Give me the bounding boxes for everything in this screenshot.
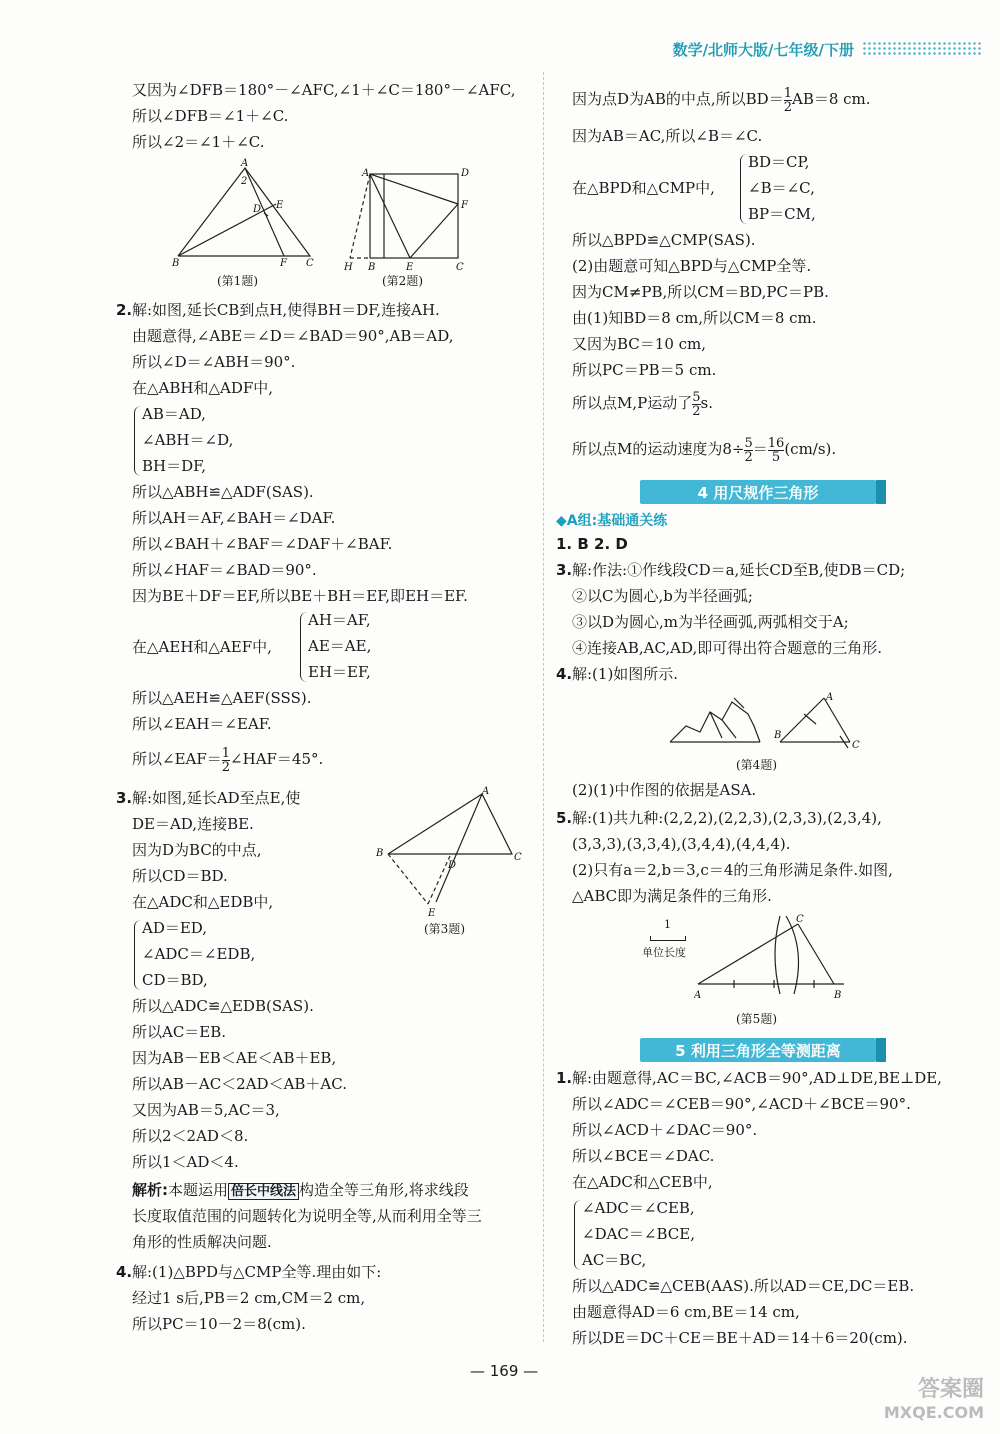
brace bbox=[574, 1200, 581, 1270]
text-line bbox=[572, 434, 836, 464]
fig3-label-D: D bbox=[448, 860, 457, 871]
fraction bbox=[222, 747, 230, 774]
figure-5-diagram bbox=[694, 914, 854, 1000]
fraction-denominator: 2 bbox=[692, 403, 701, 419]
figure-2-diagram bbox=[340, 164, 470, 272]
fig4-label-A: A bbox=[826, 692, 834, 703]
fig3-label-C: C bbox=[514, 852, 522, 863]
brace bbox=[134, 920, 141, 990]
text-line: 所以DE＝DC＋CE＝BE＋AD＝14＋6＝20(cm). bbox=[572, 1329, 908, 1347]
fig1-label-A: A bbox=[241, 158, 249, 169]
text-line: 因为AB＝AC,所以∠B＝∠C. bbox=[572, 127, 763, 145]
question-4-number: 4. bbox=[116, 1263, 133, 1281]
text-line: 所以∠D＝∠ABH＝90°. bbox=[132, 353, 296, 371]
method-highlight: 倍长中线法 bbox=[228, 1183, 299, 1200]
text-line: BD＝CP, bbox=[748, 153, 810, 171]
analysis-label: 解析: bbox=[132, 1181, 168, 1199]
text-line: ②以C为圆心,b为半径画弧; bbox=[572, 587, 753, 605]
section-heading-5: 5 利用三角形全等测距离 bbox=[640, 1038, 876, 1062]
fig2-label-F: F bbox=[461, 200, 468, 211]
text-line: 所以∠EAH＝∠EAF. bbox=[132, 715, 272, 733]
figure-3-caption: (第3题) bbox=[424, 922, 465, 936]
text-line: (3,3,3),(3,3,4),(3,4,4),(4,4,4). bbox=[572, 835, 791, 853]
text-line: 所以△ADC≌△CEB(AAS).所以AD＝CE,DC＝EB. bbox=[572, 1277, 915, 1295]
text-line: 因为D为BC的中点, bbox=[132, 841, 262, 859]
fig2-label-C: C bbox=[456, 262, 464, 272]
text-line: 所以AC＝EB. bbox=[132, 1023, 227, 1041]
brace bbox=[740, 154, 747, 224]
fraction-denominator: 5 bbox=[768, 450, 785, 464]
text-line: 在△BPD和△CMP中, bbox=[572, 179, 715, 197]
text-span: ∠HAF＝45°. bbox=[230, 750, 324, 768]
answer-5-number: 5. bbox=[556, 809, 573, 827]
text-line: 在△AEH和△AEF中, bbox=[132, 638, 272, 656]
text-line: AC＝BC, bbox=[582, 1251, 647, 1269]
text-line: △ABC即为满足条件的三角形. bbox=[572, 887, 772, 905]
fraction bbox=[744, 437, 752, 464]
text-line: 经过1 s后,PB＝2 cm,CM＝2 cm, bbox=[132, 1289, 366, 1307]
text-line: 所以CD＝BD. bbox=[132, 867, 228, 885]
fig1-label-F: F bbox=[280, 258, 287, 268]
text-line bbox=[572, 84, 871, 114]
figure-4-diagram bbox=[664, 690, 874, 752]
text-line: AH＝AF, bbox=[308, 611, 371, 629]
fraction bbox=[784, 87, 792, 114]
text-line: 所以∠ADC＝∠CEB＝90°,∠ACD＋∠BCE＝90°. bbox=[572, 1095, 911, 1113]
text-line: (2)(1)中作图的依据是ASA. bbox=[572, 781, 757, 799]
figure-3-diagram bbox=[376, 784, 536, 916]
text-line: 所以∠HAF＝∠BAD＝90°. bbox=[132, 561, 317, 579]
text-line: EH＝EF, bbox=[308, 663, 371, 681]
text-line: 所以∠BAH＋∠BAF＝∠DAF＋∠BAF. bbox=[132, 535, 393, 553]
page-number: — 169 — bbox=[470, 1362, 539, 1380]
text-span: 所以点M,P运动了 bbox=[572, 394, 693, 412]
section-heading-4: 4 用尺规作三角形 bbox=[640, 480, 876, 504]
text-line: 因为CM≠PB,所以CM＝BD,PC＝PB. bbox=[572, 283, 829, 301]
text-span: 因为点D为AB的中点,所以BD＝ bbox=[572, 90, 784, 108]
fraction-numerator: 5 bbox=[744, 435, 753, 451]
figure-1-caption: (第1题) bbox=[217, 274, 258, 288]
text-line bbox=[572, 388, 713, 418]
text-line: 所以∠DFB＝∠1＋∠C. bbox=[132, 107, 289, 125]
fig5-label-C: C bbox=[796, 914, 804, 925]
text-line: 又因为∠DFB＝180°－∠AFC,∠1＋∠C＝180°－∠AFC, bbox=[132, 81, 516, 99]
text-line: 所以1＜AD＜4. bbox=[132, 1153, 239, 1171]
fraction-denominator: 2 bbox=[744, 449, 753, 465]
text-line: 解:如图,延长AD至点E,使 bbox=[132, 789, 301, 807]
fig4-label-B: B bbox=[774, 730, 782, 741]
text-line: 解:(1)如图所示. bbox=[572, 665, 679, 683]
text-line: BH＝DF, bbox=[142, 457, 206, 475]
text-line: 所以PC＝PB＝5 cm. bbox=[572, 361, 717, 379]
fraction-numerator: 16 bbox=[767, 435, 785, 451]
watermark-line2: MXQE.COM bbox=[883, 1403, 984, 1422]
fraction-numerator: 5 bbox=[692, 389, 701, 405]
column-divider bbox=[543, 72, 544, 1342]
answers-1-2: 1. B 2. D bbox=[556, 535, 628, 553]
text-line: BP＝CM, bbox=[748, 205, 816, 223]
text-line: 所以△BPD≌△CMP(SAS). bbox=[572, 231, 756, 249]
fraction-denominator: 2 bbox=[783, 99, 792, 115]
text-line: 解:由题意得,AC＝BC,∠ACB＝90°,AD⊥DE,BE⊥DE, bbox=[572, 1069, 942, 1087]
text-line: ∠DAC＝∠BCE, bbox=[582, 1225, 695, 1243]
text-line: 又因为AB＝5,AC＝3, bbox=[132, 1101, 280, 1119]
text-line: 所以∠2＝∠1＋∠C. bbox=[132, 133, 265, 151]
text-line: 所以△ADC≌△EDB(SAS). bbox=[132, 997, 314, 1015]
fig1-label-D: D bbox=[253, 204, 262, 215]
text-line: 解:如图,延长CB到点H,使得BH＝DF,连接AH. bbox=[132, 301, 440, 319]
fig3-label-B: B bbox=[376, 848, 384, 859]
text-line: 所以△ABH≌△ADF(SAS). bbox=[132, 483, 314, 501]
text-line: 在△ABH和△ADF中, bbox=[132, 379, 274, 397]
text-line: 解:(1)△BPD与△CMP全等.理由如下: bbox=[132, 1263, 382, 1281]
running-header bbox=[673, 38, 982, 60]
fraction-denominator: 2 bbox=[221, 759, 231, 775]
text-line: 在△ADC和△CEB中, bbox=[572, 1173, 713, 1191]
text-span: 本题运用 bbox=[168, 1181, 229, 1199]
text-line: AD＝ED, bbox=[142, 919, 208, 937]
text-line: 所以PC＝10－2＝8(cm). bbox=[132, 1315, 306, 1333]
fig2-label-A: A bbox=[362, 168, 370, 179]
text-line: 因为BE＋DF＝EF,所以BE＋BH＝EF,即EH＝EF. bbox=[132, 587, 468, 605]
unit-number: 1 bbox=[664, 918, 671, 931]
answer-3-number: 3. bbox=[556, 561, 573, 579]
b1-number: 1. bbox=[556, 1069, 573, 1087]
text-line: ∠ADC＝∠CEB, bbox=[582, 1199, 695, 1217]
fig5-label-A: A bbox=[694, 990, 702, 1000]
text-line: 所以AH＝AF,∠BAH＝∠DAF. bbox=[132, 509, 336, 527]
text-line: CD＝BD, bbox=[142, 971, 208, 989]
fig1-label-B: B bbox=[172, 258, 180, 268]
text-line: ④连接AB,AC,AD,即可得出符合题意的三角形. bbox=[572, 639, 883, 657]
text-line: 因为AB－EB＜AE＜AB＋EB, bbox=[132, 1049, 337, 1067]
text-line: 长度取值范围的问题转化为说明全等,从而利用全等三 bbox=[132, 1207, 482, 1225]
text-line: (2)只有a＝2,b＝3,c＝4的三角形满足条件.如图, bbox=[572, 861, 893, 879]
fig1-label-2: 2 bbox=[241, 176, 248, 187]
text-line: 所以∠BCE＝∠DAC. bbox=[572, 1147, 715, 1165]
fraction bbox=[692, 391, 700, 418]
unit-length-label: 单位长度 bbox=[642, 946, 686, 959]
text-line: DE＝AD,连接BE. bbox=[132, 815, 254, 833]
text-line: 解:作法:①作线段CD＝a,延长CD至B,使DB＝CD; bbox=[572, 561, 906, 579]
text-line: 又因为BC＝10 cm, bbox=[572, 335, 707, 353]
text-line: ∠ABH＝∠D, bbox=[142, 431, 234, 449]
text-line: 所以∠ACD＋∠DAC＝90°. bbox=[572, 1121, 758, 1139]
text-line: ∠ADC＝∠EDB, bbox=[142, 945, 256, 963]
text-line: 所以AB－AC＜2AD＜AB＋AC. bbox=[132, 1075, 347, 1093]
text-line: 由题意得AD＝6 cm,BE＝14 cm, bbox=[572, 1303, 800, 1321]
brace bbox=[300, 612, 307, 682]
text-span: AB＝8 cm. bbox=[791, 90, 871, 108]
watermark-line1: 答案圈 bbox=[917, 1377, 984, 1402]
fig2-label-H: H bbox=[344, 262, 353, 272]
answer-4-number: 4. bbox=[556, 665, 573, 683]
text-line: 由(1)知BD＝8 cm,所以CM＝8 cm. bbox=[572, 309, 817, 327]
text-line: 由题意得,∠ABE＝∠D＝∠BAD＝90°,AB＝AD, bbox=[132, 327, 454, 345]
text-span: 所以∠EAF＝ bbox=[132, 750, 222, 768]
fig2-label-E: E bbox=[406, 262, 414, 272]
text-span: (cm/s). bbox=[784, 440, 837, 458]
text-line: 角形的性质解决问题. bbox=[132, 1233, 272, 1251]
figure-2-caption: (第2题) bbox=[382, 274, 423, 288]
fraction bbox=[768, 437, 785, 464]
figure-1-diagram bbox=[170, 158, 320, 268]
header-title: 数学/北师大版/七年级/下册 bbox=[672, 40, 854, 59]
text-span: 所以点M的运动速度为8÷ bbox=[572, 440, 745, 458]
analysis-line bbox=[132, 1180, 469, 1202]
text-line bbox=[132, 744, 323, 774]
text-line: 所以2＜2AD＜8. bbox=[132, 1127, 249, 1145]
text-span: ＝ bbox=[752, 440, 768, 458]
group-a-heading: ◆A组:基础通关练 bbox=[556, 513, 668, 529]
watermark bbox=[884, 1372, 984, 1422]
question-2-number: 2. bbox=[116, 301, 133, 319]
fig2-label-B: B bbox=[368, 262, 376, 272]
text-span: s. bbox=[700, 394, 713, 412]
fig1-label-C: C bbox=[306, 258, 314, 268]
brace bbox=[134, 406, 141, 476]
figure-4-caption: (第4题) bbox=[736, 758, 777, 772]
fig2-label-D: D bbox=[461, 168, 470, 179]
text-line: 所以△AEH≌△AEF(SSS). bbox=[132, 689, 312, 707]
fraction-numerator: 1 bbox=[783, 85, 792, 101]
text-span: 构造全等三角形,将求线段 bbox=[299, 1181, 469, 1199]
text-line: AE＝AE, bbox=[308, 637, 372, 655]
fig5-label-B: B bbox=[834, 990, 842, 1000]
question-3-number: 3. bbox=[116, 789, 133, 807]
fig3-label-A: A bbox=[482, 786, 490, 797]
text-line: ③以D为圆心,m为半径画弧,两弧相交于A; bbox=[572, 613, 849, 631]
fig4-label-C: C bbox=[852, 740, 860, 751]
unit-length-marker bbox=[650, 936, 686, 941]
fig3-label-E: E bbox=[428, 908, 436, 916]
text-line: ∠B＝∠C, bbox=[748, 179, 815, 197]
text-line: AB＝AD, bbox=[142, 405, 206, 423]
fig1-label-E: E bbox=[276, 200, 284, 211]
figure-5-caption: (第5题) bbox=[736, 1012, 777, 1026]
header-dot-pattern bbox=[862, 41, 982, 57]
text-line: (2)由题意可知△BPD与△CMP全等. bbox=[572, 257, 812, 275]
fraction-numerator: 1 bbox=[221, 745, 231, 761]
text-line: 在△ADC和△EDB中, bbox=[132, 893, 274, 911]
text-line: 解:(1)共九种:(2,2,2),(2,2,3),(2,3,3),(2,3,4), bbox=[572, 809, 882, 827]
